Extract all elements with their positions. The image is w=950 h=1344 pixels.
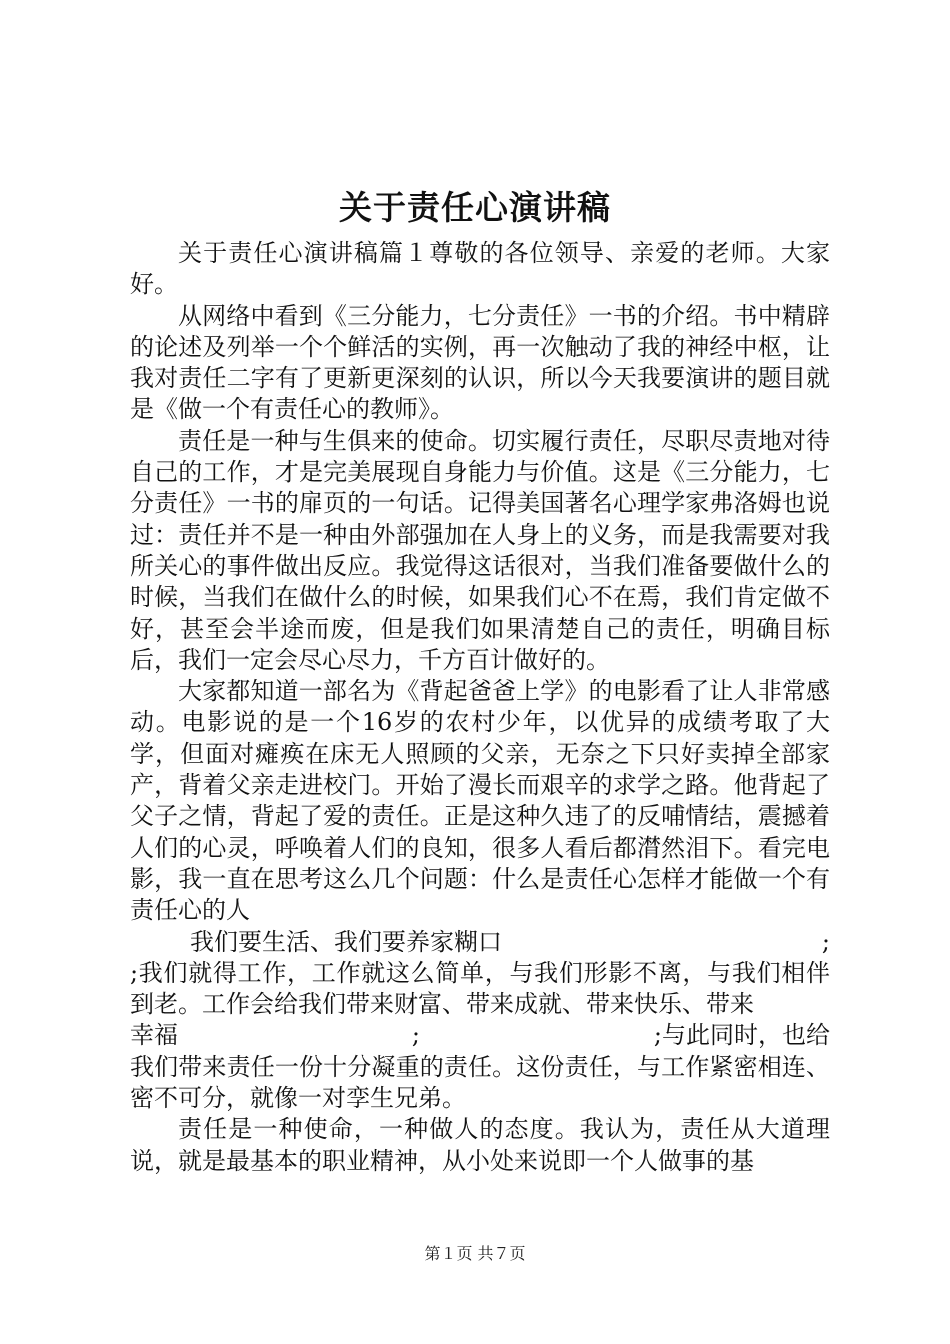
paragraph-7-tail: ;与此同时，也给 xyxy=(653,1021,830,1050)
paragraph-7-text: 幸福 xyxy=(130,1021,178,1050)
paragraph-8: 我们带来责任一份十分凝重的责任。这份责任，与工作紧密相连、密不可分，就像一对孪生兄弟。 xyxy=(130,1052,830,1113)
paragraph-9: 责任是一种使命，一种做人的态度。我认为，责任从大道理说，就是最基本的职业精神，从小处来说即一个人做事的基 xyxy=(130,1115,830,1175)
document-title: 关于责任心演讲稿 xyxy=(339,188,611,227)
paragraph-7-semicolon: ; xyxy=(411,1021,420,1050)
paragraph-7 xyxy=(130,1020,830,1051)
document-body xyxy=(130,238,830,1177)
paragraph-5-text: 我们要生活、我们要养家糊口 xyxy=(190,927,502,956)
paragraph-6: ;我们就得工作，工作就这么简单，与我们形影不离，与我们相伴到老。工作会给我们带来财富、带来成就、带来快乐、带来 xyxy=(130,958,830,1019)
paragraph-5-semicolon: ; xyxy=(821,927,830,956)
paragraph-4: 大家都知道一部名为《背起爸爸上学》的电影看了让人非常感动。电影说的是一个16岁的农村少年，以优异的成绩考取了大学，但面对瘫痪在床无人照顾的父亲，无奈之下只好卖掉全部家产，背着父亲走进校门。开始了漫长而艰辛的求学之路。他背起了父子之情，背起了爱的责任。正是这种久违了的反哺情结，震撼着人们的心灵，呼唤着人们的良知，很多人看后都潸然泪下。看完电影，我一直在思考这么几个问题：什么是责任心怎样才能做一个有责任心的人 xyxy=(130,677,830,925)
paragraph-3: 责任是一种与生俱来的使命。切实履行责任，尽职尽责地对待自己的工作，才是完美展现自身能力与价值。这是《三分能力，七分责任》一书的扉页的一句话。记得美国著名心理学家弗洛姆也说过：责任并不是一种由外部强加在人身上的义务，而是我需要对我所关心的事件做出反应。我觉得这话很对，当我们准备要做什么的时候，当我们在做什么的时候，如果我们心不在焉，我们肯定做不好，甚至会半途而废，但是我们如果清楚自己的责任，明确目标后，我们一定会尽心尽力，千方百计做好的。 xyxy=(130,426,830,674)
paragraph-1: 关于责任心演讲稿篇１尊敬的各位领导、亲爱的老师。大家好。 xyxy=(130,239,830,299)
paragraph-5 xyxy=(130,927,830,958)
page-footer: 第１页 共７页 xyxy=(424,1244,526,1263)
paragraph-2: 从网络中看到《三分能力，七分责任》一书的介绍。书中精辟的论述及列举一个个鲜活的实例，再一次触动了我的神经中枢，让我对责任二字有了更新更深刻的认识，所以今天我要演讲的题目就是《做一个有责任心的教师》。 xyxy=(130,301,830,424)
